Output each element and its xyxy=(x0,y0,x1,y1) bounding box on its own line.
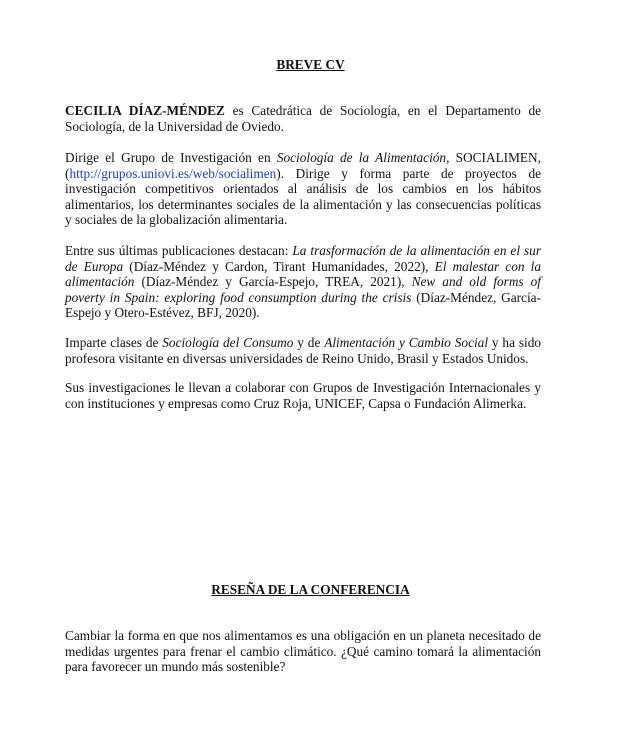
review-heading: RESEÑA DE LA CONFERENCIA xyxy=(211,582,410,597)
course-name-2: Alimentación y Cambio Social xyxy=(324,335,489,350)
group-text-2: , SOCIALIMEN, ( xyxy=(65,150,541,181)
group-website-link[interactable]: http://grupos.uniovi.es/web/socialimen xyxy=(69,165,277,181)
cv-paragraph-intro xyxy=(65,103,541,134)
publication-title-2: El malestar con la alimentación xyxy=(65,258,541,289)
intro-text: es Catedrática de Sociología, en el Departamento de Sociología, de la Universidad de Oviedo. xyxy=(65,103,542,134)
publications-text-4: (Díaz-Méndez, García-Espejo y Otero-Estévez, BFJ, 2020). xyxy=(65,289,541,320)
cv-paragraph-collaborations: Sus investigaciones le llevan a colaborar con Grupos de Investigación Internacionales y con instituciones y empresas como Cruz Roja, UNICEF, Capsa o Fundación Alimerka. xyxy=(65,380,541,411)
teaching-text-2: y de xyxy=(293,335,325,350)
group-name: Sociología de la Alimentación xyxy=(276,150,447,165)
publication-title-3: New and old forms of poverty in Spain: exploring food consumption during the crisis xyxy=(65,274,541,305)
course-name-1: Sociología del Consumo xyxy=(162,335,294,350)
group-text-1: Dirige el Grupo de Investigación en xyxy=(65,150,277,165)
cv-heading: BREVE CV xyxy=(276,57,345,72)
group-text-3: ). Dirige y forma parte de proyectos de investigación competitivos orientados al análisis de los cambios en los hábitos alimentarios, los determinantes sociales de la alimentación y las consecuencias políticas y sociales de la globalización alimentaria. xyxy=(65,165,541,227)
teaching-text-3: y ha sido profesora visitante en diversas universidades de Reino Unido, Brasil y Estados Unidos. xyxy=(65,335,542,366)
publications-text-1: Entre sus últimas publicaciones destacan: xyxy=(65,243,293,258)
publications-text-2: (Díaz-Méndez y Cardon, Tirant Humanidades, 2022), xyxy=(123,258,435,274)
cv-paragraph-publications xyxy=(65,243,541,321)
author-name: CECILIA DÍAZ-MÉNDEZ xyxy=(65,103,225,118)
cv-paragraph-research-group xyxy=(65,150,541,228)
review-paragraph: Cambiar la forma en que nos alimentamos es una obligación en un planeta necesitado de medidas urgentes para frenar el cambio climático. ¿Qué camino tomará la alimentación para favorecer un mundo más sostenible? xyxy=(65,628,541,674)
publications-text-3: (Díaz-Méndez y García-Espejo, TREA, 2021), xyxy=(134,274,412,289)
cv-paragraph-teaching xyxy=(65,335,541,366)
teaching-text-1: Imparte clases de xyxy=(65,335,163,350)
publication-title-1: La trasformación de la alimentación en el sur de Europa xyxy=(65,243,541,274)
